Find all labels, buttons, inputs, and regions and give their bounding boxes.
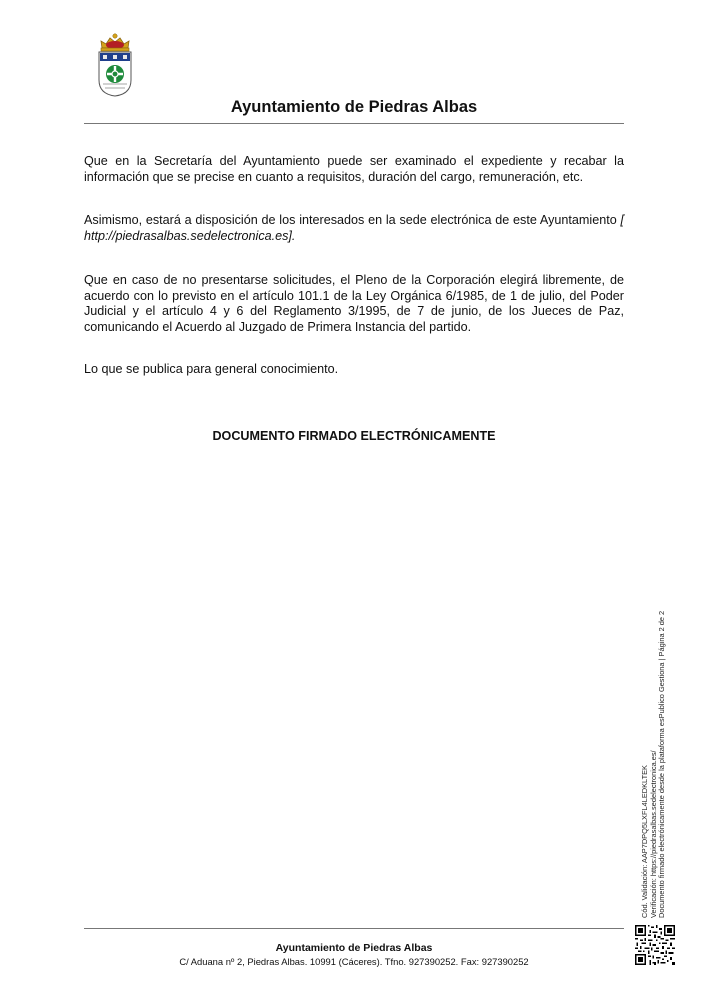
paragraph-sede-text: Asimismo, estará a disposición de los interesados en la sede electrónica de este Ayuntamiento [84,213,621,227]
paragraph-pleno: Que en caso de no presentarse solicitudes, el Pleno de la Corporación elegirá libremente, de acuerdo con lo previsto en el artículo 101.1 de la Ley Orgánica 6/1985, de 1 de julio, del Poder Judicial y el artículo 4 y 6 del Reglamento 3/1995, de 7 de junio, de los Jueces de Paz, comunicando el Acuerdo al Juzgado de Primera Instancia del partido. [84,273,624,334]
validation-margin-text [641,611,667,918]
validation-code: Cód. Validación: AAP7DPQ5LXFL4LEDKLTEK [640,765,649,918]
footer-institution-name: Ayuntamiento de Piedras Albas [275,942,433,954]
page-title: Ayuntamiento de Piedras Albas [230,98,478,116]
paragraph-secretaria: Que en la Secretaría del Ayuntamiento puede ser examinado el expediente y recabar la información que se precise en cuanto a requisitos, duración del cargo, remuneración, etc. [84,154,624,184]
paragraph-sede-electronica [84,213,624,244]
footer-address: C/ Aduana nº 2, Piedras Albas. 10991 (Cáceres). Tfno. 927390252. Fax: 927390252 [179,956,529,967]
document-signature-note: Documento firmado electrónicamente desde la plataforma esPublico Gestiona | Página 2 de 2 [657,610,667,918]
verification-url[interactable]: Verificación: https://piedrasalbas.sedelectronica.es/ [648,750,658,918]
paragraph-publicacion: Lo que se publica para general conocimiento. [84,362,339,376]
coat-of-arms-icon [94,32,136,98]
sede-electronica-link[interactable]: [ http://piedrasalbas.sedelectronica.es]. [84,213,624,243]
header-divider [84,123,624,124]
footer-divider [84,928,624,929]
signed-notice: DOCUMENTO FIRMADO ELECTRÓNICAMENTE [212,429,496,443]
